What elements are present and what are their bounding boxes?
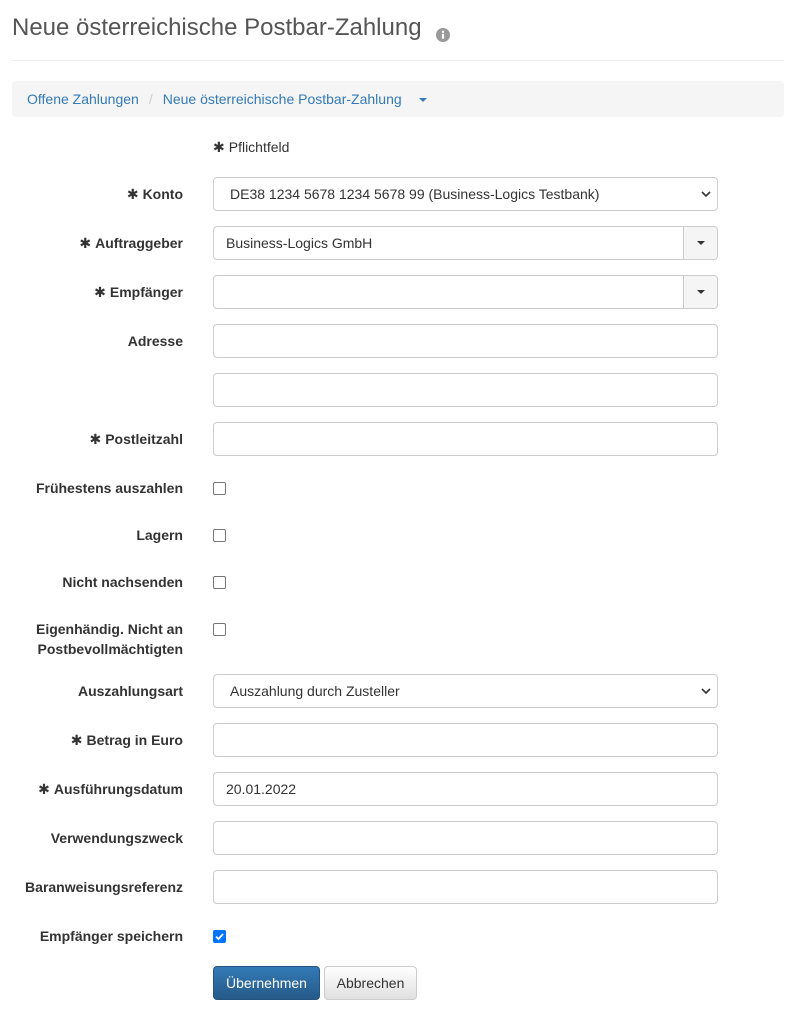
required-star-icon: ✱ — [213, 139, 225, 155]
empfaenger-combobox[interactable] — [213, 275, 718, 309]
breadcrumb — [12, 81, 784, 117]
page-title — [12, 13, 450, 43]
betrag-label: ✱ Betrag in Euro — [70, 732, 183, 748]
adresse-label: Adresse — [127, 333, 183, 349]
caret-down-icon — [419, 98, 427, 102]
submit-button[interactable]: Übernehmen — [213, 966, 320, 1000]
required-star-icon: ✱ — [126, 186, 139, 202]
baranweisungsreferenz-label: Baranweisungsreferenz — [25, 879, 183, 895]
caret-down-icon — [697, 241, 705, 245]
empfaenger-speichern-checkbox[interactable] — [213, 930, 226, 943]
konto-select-value: DE38 1234 5678 1234 5678 99 (Business-Logics Testbank) — [230, 186, 600, 202]
verwendungszweck-label: Verwendungszweck — [50, 830, 183, 846]
postleitzahl-label: ✱ Postleitzahl — [89, 431, 183, 447]
empfaenger-label: ✱ Empfänger — [94, 284, 183, 300]
title-divider — [12, 60, 784, 61]
checkmark-icon — [214, 931, 225, 942]
betrag-input[interactable] — [213, 723, 718, 757]
empfaenger-dropdown-button[interactable] — [683, 276, 717, 308]
auftraggeber-dropdown-button[interactable] — [683, 227, 717, 259]
auszahlungsart-select-value: Auszahlung durch Zusteller — [230, 683, 400, 699]
auftraggeber-value: Business-Logics GmbH — [226, 235, 373, 251]
adresse-line2-input[interactable] — [213, 373, 718, 407]
lagern-checkbox[interactable] — [213, 529, 226, 542]
empfaenger-speichern-label: Empfänger speichern — [39, 928, 183, 944]
eigenhaendig-label: Eigenhändig. Nicht an Postbevollmächtigten — [35, 621, 183, 657]
lagern-label: Lagern — [136, 527, 183, 543]
postleitzahl-input[interactable] — [213, 422, 718, 456]
adresse-line1-input[interactable] — [213, 324, 718, 358]
breadcrumb-current-label: Neue österreichische Postbar-Zahlung — [162, 91, 402, 107]
page-title-text: Neue österreichische Postbar-Zahlung — [12, 14, 422, 41]
auftraggeber-combobox[interactable] — [213, 226, 718, 260]
required-star-icon: ✱ — [70, 732, 83, 748]
nicht-nachsenden-label: Nicht nachsenden — [62, 574, 183, 590]
cancel-button[interactable]: Abbrechen — [324, 966, 417, 1000]
verwendungszweck-input[interactable] — [213, 821, 718, 855]
fruehestens-checkbox[interactable] — [213, 482, 226, 495]
konto-label: ✱ Konto — [126, 186, 183, 202]
required-star-icon: ✱ — [89, 431, 102, 447]
fruehestens-label: Frühestens auszahlen — [35, 480, 183, 496]
required-star-icon: ✱ — [79, 235, 92, 251]
eigenhaendig-checkbox[interactable] — [213, 623, 226, 636]
required-field-note: ✱ Pflichtfeld — [213, 139, 290, 155]
required-star-icon: ✱ — [94, 284, 106, 300]
breadcrumb-item-current[interactable] — [163, 91, 427, 107]
breadcrumb-item-offene-zahlungen[interactable]: Offene Zahlungen — [27, 91, 139, 107]
chevron-down-icon — [701, 686, 711, 696]
nicht-nachsenden-checkbox[interactable] — [213, 576, 226, 589]
ausfuehrungsdatum-input[interactable]: 20.01.2022 — [213, 772, 718, 806]
required-star-icon: ✱ — [38, 781, 50, 797]
caret-down-icon — [697, 290, 705, 294]
auszahlungsart-select[interactable] — [213, 674, 718, 708]
info-circle-icon[interactable] — [436, 20, 450, 34]
baranweisungsreferenz-input[interactable] — [213, 870, 718, 904]
konto-select[interactable] — [213, 177, 718, 211]
breadcrumb-separator: / — [148, 91, 153, 107]
chevron-down-icon — [701, 189, 711, 199]
auszahlungsart-label: Auszahlungsart — [77, 683, 183, 699]
ausfuehrungsdatum-label: ✱ Ausführungsdatum — [38, 781, 183, 797]
auftraggeber-label: ✱ Auftraggeber — [79, 235, 183, 251]
